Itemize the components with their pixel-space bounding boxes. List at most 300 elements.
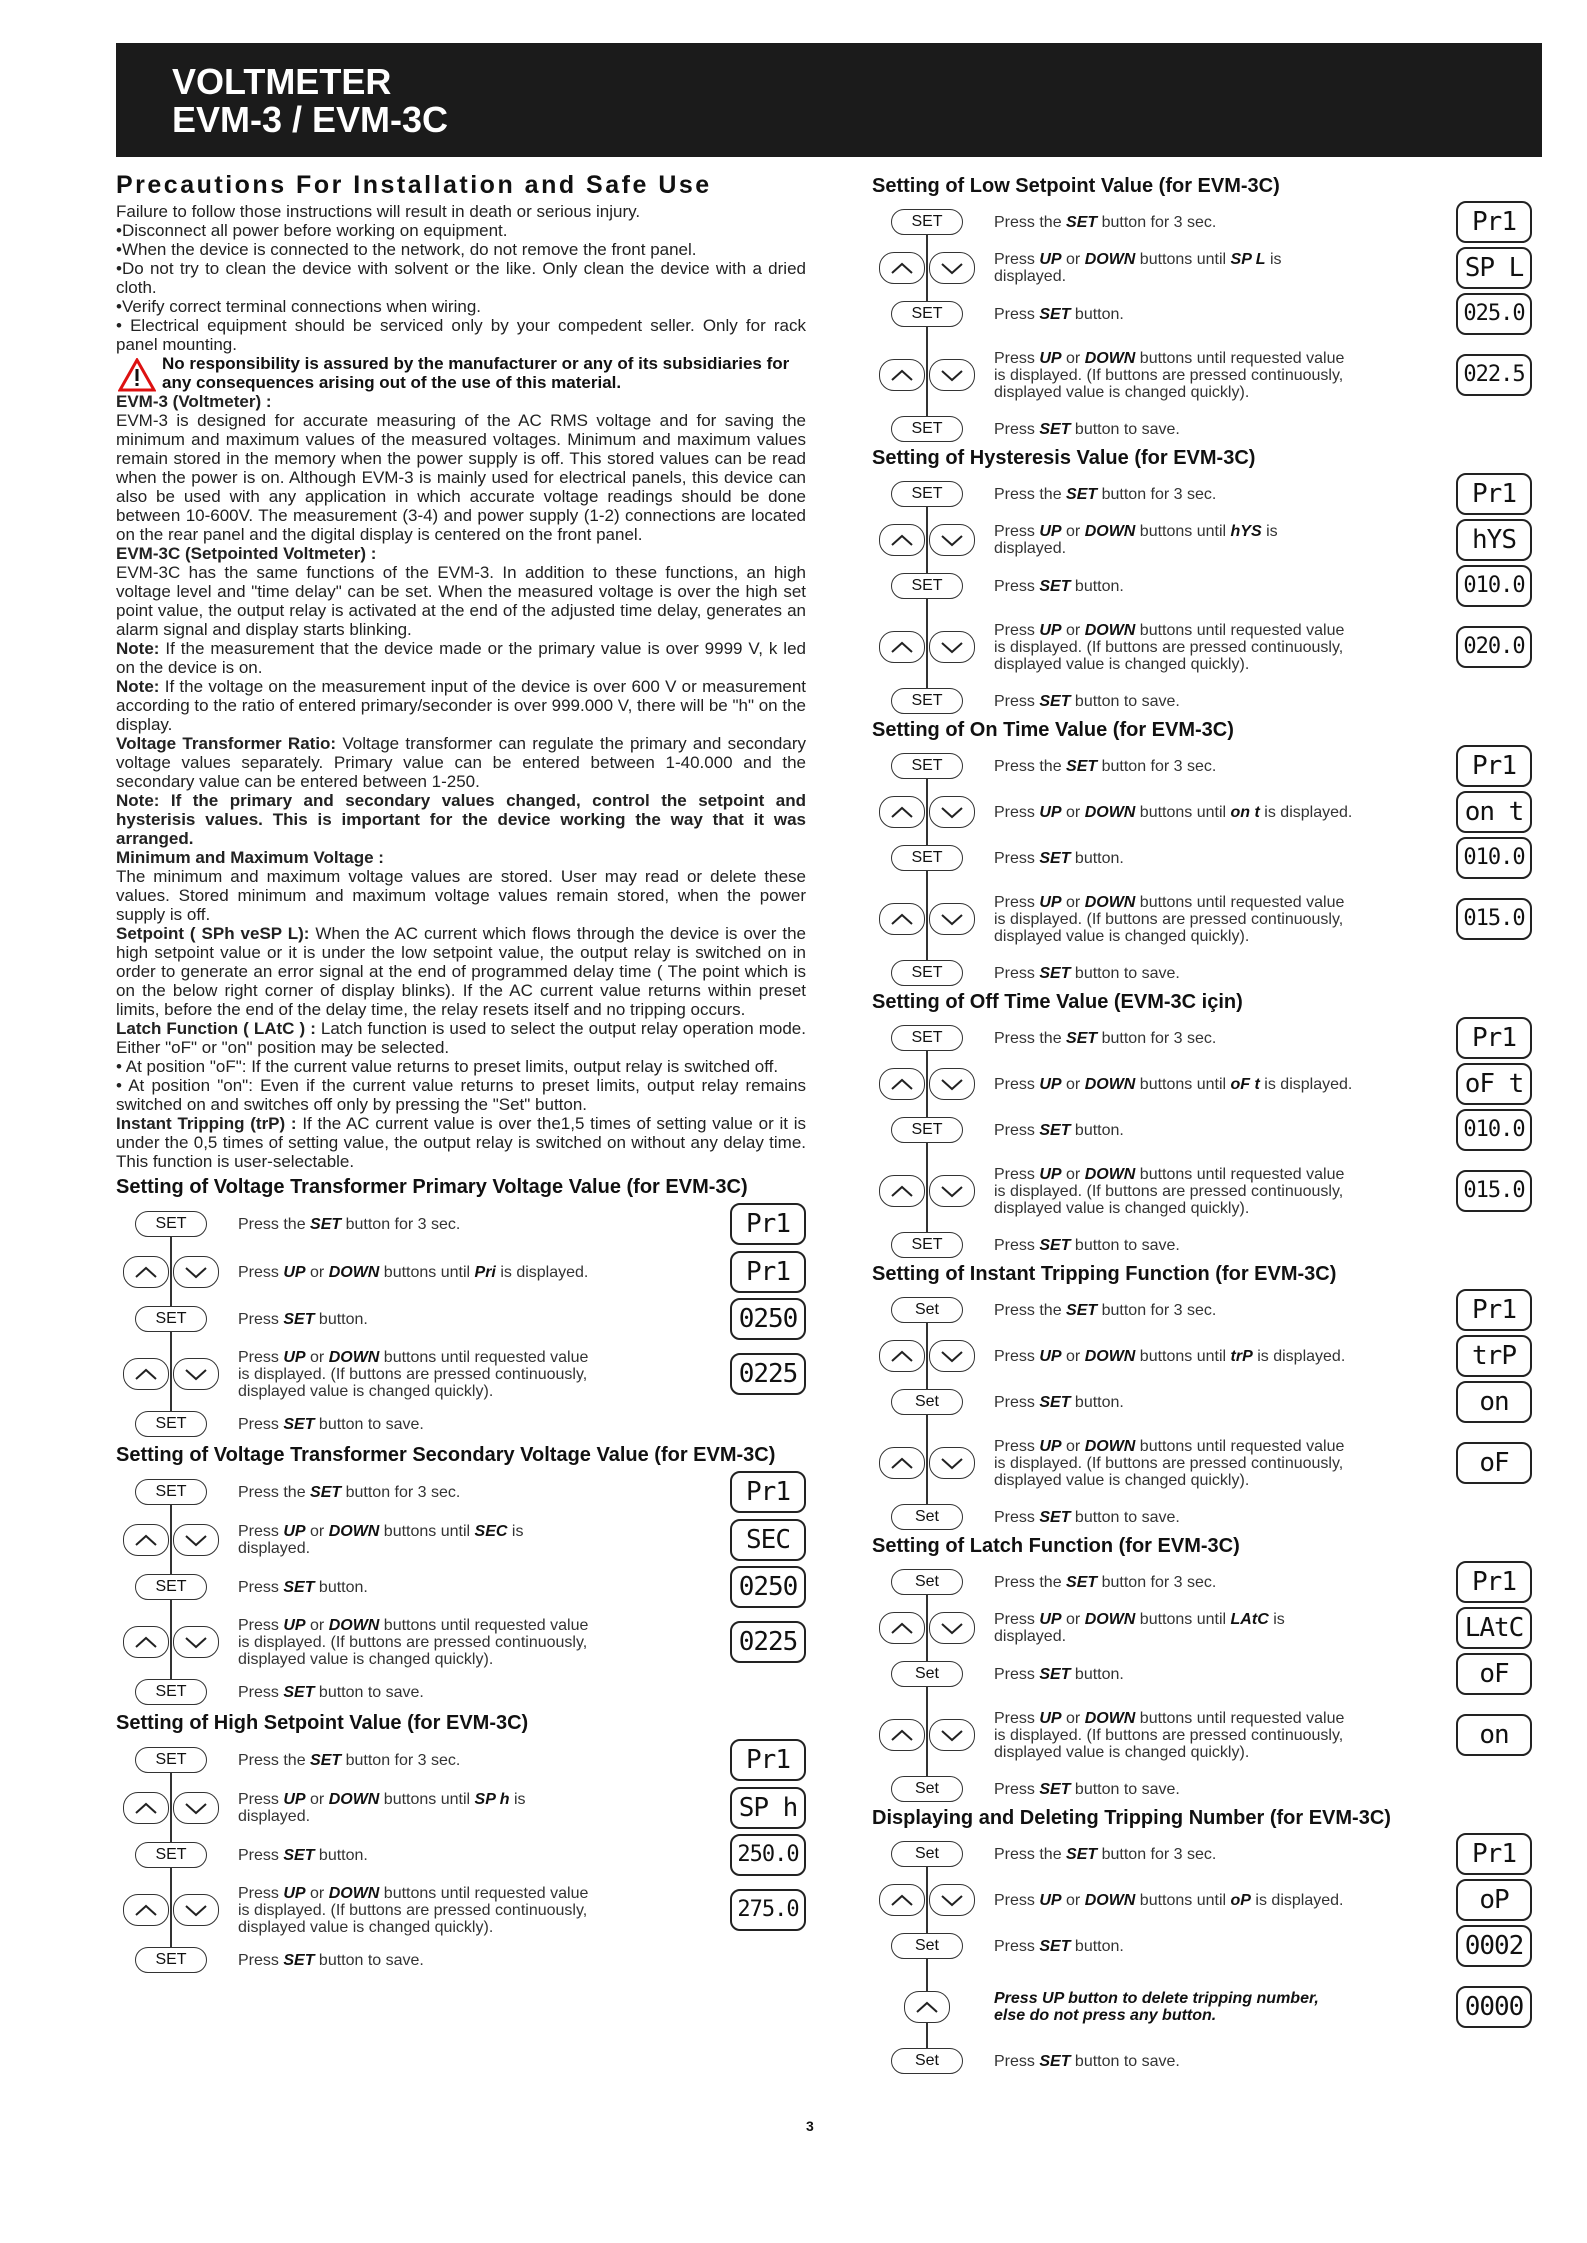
- procedure-step: [872, 294, 1532, 334]
- note-text: If the voltage on the measurement input of the device is over 600 V or measurement according to the ratio of entered primary/seconder is over 999.000 V, there will be "h" on the display.: [116, 677, 806, 734]
- step-text: button.: [1070, 577, 1124, 595]
- procedure-step: [872, 746, 1532, 786]
- chevron-up-icon: [886, 1891, 918, 1910]
- step-instruction: [982, 1892, 1354, 1909]
- header-title: VOLTMETER: [172, 61, 392, 102]
- trip-paragraph: [116, 1114, 806, 1171]
- display-readout: Pr1: [1456, 1561, 1532, 1603]
- step-text: button to save.: [314, 1951, 424, 1969]
- step-text: button to save.: [1070, 964, 1180, 982]
- step-key: Pri: [474, 1263, 496, 1281]
- chevron-up-icon: [130, 1365, 162, 1384]
- down-button[interactable]: [173, 1792, 219, 1824]
- step-text: button for 3 sec.: [1097, 1573, 1217, 1591]
- step-instruction: [982, 421, 1354, 438]
- step-text: buttons until requested value is displayed. (If buttons are pressed continuously, displayed value is changed quickly).: [994, 1709, 1345, 1761]
- step-key: SET: [1066, 485, 1098, 503]
- step-text: Press the: [994, 1845, 1067, 1863]
- step-buttons: [872, 524, 982, 556]
- up-button[interactable]: [879, 1884, 925, 1916]
- step-key: UP: [283, 1884, 306, 1902]
- step-text: Press: [238, 1884, 284, 1902]
- up-button[interactable]: [123, 1358, 169, 1390]
- step-key: UP: [1039, 621, 1062, 639]
- step-buttons: [872, 753, 982, 779]
- set-button[interactable]: SET: [891, 1232, 963, 1258]
- step-instruction: [982, 1122, 1354, 1139]
- step-instruction: [982, 758, 1354, 775]
- step-text: or: [305, 1884, 329, 1902]
- down-button[interactable]: [929, 1340, 975, 1372]
- set-button[interactable]: SET: [135, 1211, 207, 1237]
- display-readout: oF: [1456, 1442, 1532, 1484]
- step-text: button.: [1070, 305, 1124, 323]
- step-text: button.: [314, 1578, 368, 1596]
- step-key: UP: [1039, 523, 1062, 540]
- chevron-down-icon: [936, 803, 968, 822]
- step-buttons: [872, 416, 982, 442]
- step-text: is displayed.: [1250, 1891, 1344, 1909]
- set-button[interactable]: SET: [891, 688, 963, 714]
- step-key: SET: [283, 1578, 315, 1596]
- minmax-text: The minimum and maximum voltage values are stored. User may read or delete these values. Stored minimum and maximum voltage values remain stored, when the power supply is off.: [116, 867, 806, 924]
- chevron-down-icon: [936, 366, 968, 385]
- set-button[interactable]: Set: [891, 1569, 963, 1595]
- step-text: button for 3 sec.: [1097, 213, 1217, 231]
- step-key: SET: [1039, 2052, 1071, 2070]
- procedure-title: Setting of Voltage Transformer Secondary Voltage Value (for EVM-3C): [116, 1444, 776, 1466]
- chevron-up-icon: [130, 1531, 162, 1550]
- step-text: buttons until: [1135, 1891, 1231, 1909]
- primary-secondary-note: Note: If the primary and secondary values changed, control the setpoint and hysterisis values. This is important for the device working the way that it was arranged.: [116, 791, 806, 848]
- step-buttons: [872, 1389, 982, 1415]
- step-key: SP h: [474, 1791, 510, 1808]
- step-instruction: [982, 1302, 1354, 1319]
- display-readout: on t: [1456, 791, 1532, 833]
- step-text: or: [1061, 1165, 1085, 1183]
- procedure-steps: [872, 746, 1532, 986]
- step-text: button.: [1070, 1665, 1124, 1683]
- chevron-down-icon: [936, 638, 968, 657]
- set-button[interactable]: SET: [135, 1479, 207, 1505]
- step-text: Press: [994, 1508, 1040, 1526]
- step-buttons: [872, 1340, 982, 1372]
- step-text: Press: [994, 420, 1040, 438]
- chevron-up-icon: [130, 1633, 162, 1652]
- step-text: buttons until: [1135, 1347, 1231, 1365]
- step-key: UP: [283, 1616, 306, 1634]
- step-instruction: [982, 486, 1354, 503]
- display-readout: 275.0: [730, 1889, 806, 1931]
- set-button[interactable]: SET: [135, 1747, 207, 1773]
- step-key: DOWN: [328, 1348, 380, 1366]
- procedure-title: Setting of Instant Tripping Function (for EVM-3C): [872, 1263, 1337, 1285]
- display-readout: Pr1: [1456, 745, 1532, 787]
- chevron-up-icon: [886, 1182, 918, 1201]
- step-key: SEC: [474, 1523, 508, 1540]
- up-button[interactable]: [123, 1626, 169, 1658]
- chevron-down-icon: [936, 1075, 968, 1094]
- set-button[interactable]: SET: [891, 209, 963, 235]
- down-button[interactable]: [929, 1719, 975, 1751]
- step-instruction: [982, 1990, 1354, 2024]
- latch-bullet: • At position "oF": If the current value returns to preset limits, output relay is switched off.: [116, 1057, 779, 1076]
- set-button[interactable]: SET: [891, 573, 963, 599]
- step-instruction: [982, 1076, 1354, 1093]
- step-buttons: [872, 1776, 982, 1802]
- chevron-up-icon: [886, 1454, 918, 1473]
- procedure-title: Setting of Voltage Transformer Primary Voltage Value (for EVM-3C): [116, 1176, 748, 1198]
- set-button[interactable]: Set: [891, 1504, 963, 1530]
- step-text: or: [1061, 1075, 1085, 1093]
- set-button[interactable]: SET: [135, 1411, 207, 1437]
- step-key: SET: [310, 1751, 342, 1769]
- step-buttons: [116, 1358, 226, 1390]
- step-buttons: [872, 573, 982, 599]
- display-readout: 0225: [730, 1353, 806, 1395]
- step-text: Press the: [994, 1573, 1067, 1591]
- procedure-step: [116, 1835, 806, 1875]
- up-button[interactable]: [123, 1256, 169, 1288]
- procedure-step: [872, 1058, 1532, 1110]
- step-instruction: [226, 1311, 598, 1328]
- step-key: SET: [1066, 213, 1098, 231]
- display-readout: Pr1: [1456, 1017, 1532, 1059]
- down-button[interactable]: [929, 1068, 975, 1100]
- step-text: button for 3 sec.: [341, 1483, 461, 1501]
- procedure-step: [116, 1875, 806, 1945]
- set-button[interactable]: SET: [135, 1947, 207, 1973]
- down-button[interactable]: [173, 1626, 219, 1658]
- step-text: buttons until requested value is displayed. (If buttons are pressed continuously, displayed value is changed quickly).: [238, 1348, 589, 1400]
- step-key: SET: [1066, 1301, 1098, 1319]
- set-button[interactable]: SET: [135, 1842, 207, 1868]
- display-readout: oF: [1456, 1653, 1532, 1695]
- set-button[interactable]: SET: [891, 753, 963, 779]
- step-text: buttons until: [1135, 803, 1231, 821]
- step-text: Press: [994, 1611, 1040, 1628]
- chevron-down-icon: [936, 1347, 968, 1366]
- step-text: buttons until requested value is displayed. (If buttons are pressed continuously, displayed value is changed quickly).: [238, 1616, 589, 1668]
- step-text: button.: [1070, 1121, 1124, 1139]
- step-key: SET: [283, 1683, 315, 1701]
- procedure-step: [872, 242, 1532, 294]
- display-readout: 010.0: [1456, 565, 1532, 607]
- step-text: Press the: [994, 485, 1067, 503]
- procedure-step: [872, 1422, 1532, 1504]
- step-instruction: [982, 2053, 1354, 2070]
- step-instruction: [982, 1394, 1354, 1411]
- set-button[interactable]: Set: [891, 2048, 963, 2074]
- precautions-title: Precautions For Installation and Safe Use: [116, 171, 712, 199]
- chevron-down-icon: [180, 1263, 212, 1282]
- step-buttons: [872, 1933, 982, 1959]
- up-button[interactable]: [123, 1894, 169, 1926]
- up-button[interactable]: [879, 903, 925, 935]
- step-text: button to save.: [1070, 1236, 1180, 1254]
- up-button[interactable]: [879, 524, 925, 556]
- step-buttons: [872, 903, 982, 935]
- chevron-up-icon: [911, 1998, 943, 2017]
- up-button[interactable]: [879, 1447, 925, 1479]
- step-text: buttons until requested value is displayed. (If buttons are pressed continuously, displayed value is changed quickly).: [994, 1165, 1345, 1217]
- right-procedures: [872, 174, 1532, 2074]
- down-button[interactable]: [929, 631, 975, 663]
- step-text: is displayed.: [994, 1611, 1285, 1645]
- set-button[interactable]: Set: [891, 1661, 963, 1687]
- step-buttons: [116, 1306, 226, 1332]
- step-buttons: [116, 1842, 226, 1868]
- step-key: DOWN: [1084, 893, 1136, 911]
- step-text: Press the: [238, 1215, 311, 1233]
- set-button[interactable]: SET: [891, 1117, 963, 1143]
- left-procedures: [116, 1175, 806, 1975]
- step-buttons: [872, 1068, 982, 1100]
- step-instruction: [226, 1349, 598, 1400]
- step-instruction: [982, 1846, 1354, 1863]
- display-readout: LAtC: [1456, 1607, 1532, 1649]
- step-instruction: [982, 306, 1354, 323]
- chevron-down-icon: [936, 1454, 968, 1473]
- step-instruction: [982, 350, 1354, 401]
- display-readout: SP L: [1456, 247, 1532, 289]
- procedure-step: [872, 566, 1532, 606]
- step-buttons: [116, 1792, 226, 1824]
- step-text: Press: [238, 1523, 284, 1540]
- step-instruction: [982, 622, 1354, 673]
- latch-heading: Latch Function ( LAtC ) :: [116, 1019, 316, 1038]
- up-button[interactable]: [879, 1175, 925, 1207]
- evm3-text: EVM-3 is designed for accurate measuring of the AC RMS voltage and for saving the minimum and maximum values of the measured voltages. Minimum and maximum values remain stored in the memory when the power supply is off. This stored values can be read when the power is on. Although EVM-3 is mainly used for electrical panels, this device can also be used with any application in which accurate voltage readings should be done between 10-600V. The measurement (3-4) and power supply (1-2) connections are located on the rear panel and the digital display is centered on the front panel.: [116, 411, 806, 544]
- step-key: DOWN: [1084, 1165, 1136, 1183]
- procedure-title: Setting of On Time Value (for EVM-3C): [872, 719, 1234, 741]
- set-button[interactable]: SET: [891, 845, 963, 871]
- up-button[interactable]: [904, 1991, 950, 2023]
- step-text: buttons until: [1135, 1075, 1231, 1093]
- procedure-title: Displaying and Deleting Tripping Number (for EVM-3C): [872, 1807, 1391, 1829]
- up-button[interactable]: [879, 1612, 925, 1644]
- step-buttons: [116, 1524, 226, 1556]
- page-number: 3: [806, 2118, 814, 2134]
- step-buttons: [116, 1947, 226, 1973]
- step-text: button to save.: [1070, 1508, 1180, 1526]
- step-instruction: [982, 850, 1354, 867]
- procedure-title: Setting of Off Time Value (EVM-3C için): [872, 991, 1243, 1013]
- chevron-down-icon: [936, 1726, 968, 1745]
- up-button[interactable]: [879, 1068, 925, 1100]
- step-text: Press: [238, 1951, 284, 1969]
- step-buttons: [872, 1612, 982, 1644]
- up-button[interactable]: [879, 1719, 925, 1751]
- step-key: DOWN: [1084, 803, 1136, 821]
- up-button[interactable]: [123, 1792, 169, 1824]
- step-text: buttons until: [379, 1523, 475, 1540]
- down-button[interactable]: [929, 903, 975, 935]
- down-button[interactable]: [929, 359, 975, 391]
- step-text: Press: [994, 305, 1040, 323]
- step-text: Press: [238, 1310, 284, 1328]
- down-button[interactable]: [173, 1358, 219, 1390]
- down-button[interactable]: [929, 252, 975, 284]
- procedure-step: [872, 1290, 1532, 1330]
- warning-note: [116, 354, 806, 392]
- procedure-step: [116, 1607, 806, 1677]
- display-readout: SP h: [730, 1787, 806, 1829]
- step-text: Press: [994, 1121, 1040, 1139]
- step-key: SET: [283, 1415, 315, 1433]
- step-buttons: [872, 301, 982, 327]
- down-button[interactable]: [929, 1175, 975, 1207]
- procedure-step: [872, 1834, 1532, 1874]
- display-readout: 015.0: [1456, 898, 1532, 940]
- procedure-steps: [872, 474, 1532, 714]
- display-readout: 020.0: [1456, 626, 1532, 668]
- step-buttons: [872, 631, 982, 663]
- step-instruction: [226, 1264, 598, 1281]
- step-text: Press: [994, 1937, 1040, 1955]
- step-key: UP: [283, 1263, 306, 1281]
- step-buttons: [872, 1661, 982, 1687]
- set-button[interactable]: SET: [891, 301, 963, 327]
- set-button[interactable]: SET: [891, 960, 963, 986]
- step-key: trP: [1230, 1347, 1253, 1365]
- set-button[interactable]: SET: [891, 1025, 963, 1051]
- up-button[interactable]: [879, 359, 925, 391]
- step-text: is displayed.: [238, 1523, 524, 1557]
- step-key: SET: [1039, 1236, 1071, 1254]
- note-label: Note:: [116, 677, 160, 696]
- step-text: is displayed.: [1252, 1347, 1346, 1365]
- procedure-steps: [116, 1203, 806, 1439]
- down-button[interactable]: [929, 1447, 975, 1479]
- step-instruction: [226, 1579, 598, 1596]
- procedure-step: [872, 1562, 1532, 1602]
- procedure-title: Setting of Latch Function (for EVM-3C): [872, 1535, 1240, 1557]
- minmax-heading: Minimum and Maximum Voltage :: [116, 848, 384, 867]
- step-text: button.: [314, 1310, 368, 1328]
- step-text: or: [1061, 1891, 1085, 1909]
- procedure-step: [872, 416, 1532, 442]
- step-text: or: [305, 1616, 329, 1634]
- step-text: Press the: [994, 1301, 1067, 1319]
- set-button[interactable]: Set: [891, 1389, 963, 1415]
- display-readout: 025.0: [1456, 293, 1532, 335]
- set-button[interactable]: SET: [135, 1306, 207, 1332]
- procedure-step: [872, 786, 1532, 838]
- down-button[interactable]: [929, 796, 975, 828]
- set-button[interactable]: Set: [891, 1841, 963, 1867]
- step-buttons: [872, 1232, 982, 1258]
- step-instruction: [982, 1574, 1354, 1591]
- procedure-steps: [116, 1471, 806, 1707]
- up-button[interactable]: [879, 796, 925, 828]
- step-key: DOWN: [1084, 1075, 1136, 1093]
- step-key: SET: [283, 1846, 315, 1864]
- display-readout: 015.0: [1456, 1170, 1532, 1212]
- step-buttons: [872, 688, 982, 714]
- up-button[interactable]: [879, 252, 925, 284]
- procedure-step: [872, 474, 1532, 514]
- procedure-step: [116, 1299, 806, 1339]
- chevron-up-icon: [130, 1901, 162, 1920]
- chevron-up-icon: [886, 1619, 918, 1638]
- down-button[interactable]: [173, 1256, 219, 1288]
- step-key: UP: [283, 1791, 306, 1808]
- step-text: buttons until: [1135, 1611, 1231, 1628]
- procedure-step: [872, 514, 1532, 566]
- down-button[interactable]: [929, 1884, 975, 1916]
- set-button[interactable]: Set: [891, 1297, 963, 1323]
- step-text: button to save.: [314, 1415, 424, 1433]
- step-text: or: [1061, 893, 1085, 911]
- step-text: button to save.: [1070, 1780, 1180, 1798]
- step-buttons: [116, 1256, 226, 1288]
- step-key: SET: [1039, 577, 1071, 595]
- up-button[interactable]: [879, 631, 925, 663]
- step-text: Press: [994, 1780, 1040, 1798]
- display-readout: oF t: [1456, 1063, 1532, 1105]
- step-text: Press: [238, 1263, 284, 1281]
- set-button[interactable]: SET: [135, 1679, 207, 1705]
- set-button[interactable]: SET: [135, 1574, 207, 1600]
- step-key: DOWN: [1084, 1891, 1136, 1909]
- step-key: UP: [1039, 1709, 1062, 1727]
- latch-text: Latch function is used to select the output relay operation mode. Either "oF" or "on" position may be selected.: [116, 1019, 806, 1057]
- set-button[interactable]: Set: [891, 1933, 963, 1959]
- step-buttons: [872, 960, 982, 986]
- step-instruction: [226, 1952, 598, 1969]
- display-readout: 0250: [730, 1298, 806, 1340]
- down-button[interactable]: [173, 1524, 219, 1556]
- step-instruction: [226, 1752, 598, 1769]
- up-button[interactable]: [123, 1524, 169, 1556]
- step-key: SET: [310, 1483, 342, 1501]
- procedure-step: [116, 1245, 806, 1299]
- procedure-steps: [116, 1739, 806, 1975]
- set-button[interactable]: Set: [891, 1776, 963, 1802]
- set-button[interactable]: SET: [891, 481, 963, 507]
- step-text: buttons until requested value is displayed. (If buttons are pressed continuously, displayed value is changed quickly).: [994, 349, 1345, 401]
- header-models: EVM-3 / EVM-3C: [172, 99, 449, 140]
- down-button[interactable]: [929, 524, 975, 556]
- procedure-title: Setting of Hysteresis Value (for EVM-3C): [872, 447, 1256, 469]
- procedure-section: [116, 1443, 806, 1707]
- procedure-step: [872, 202, 1532, 242]
- step-text: or: [305, 1791, 329, 1808]
- step-buttons: [872, 1841, 982, 1867]
- procedure-step: [116, 1339, 806, 1409]
- step-instruction: [226, 1885, 598, 1936]
- procedure-step: [872, 960, 1532, 986]
- procedure-step: [116, 1513, 806, 1567]
- up-button[interactable]: [879, 1340, 925, 1372]
- step-text: button for 3 sec.: [1097, 1845, 1217, 1863]
- step-key: UP: [1039, 251, 1062, 268]
- down-button[interactable]: [173, 1894, 219, 1926]
- down-button[interactable]: [929, 1612, 975, 1644]
- step-instruction: [982, 578, 1354, 595]
- step-instruction: [982, 523, 1354, 557]
- step-instruction: [226, 1484, 598, 1501]
- step-text: is displayed.: [1259, 803, 1353, 821]
- step-buttons: [872, 1991, 982, 2023]
- step-instruction: [982, 1611, 1354, 1645]
- set-button[interactable]: SET: [891, 416, 963, 442]
- precaution-text: • Electrical equipment should be serviced only by your compedent seller. Only for rack panel mounting.: [116, 316, 806, 354]
- latch-bullet: • At position "on": Even if the current value returns to preset limits, output relay remains switched on and switches off only by pressing the "Set" button.: [116, 1076, 806, 1114]
- display-readout: SEC: [730, 1519, 806, 1561]
- step-buttons: [872, 1297, 982, 1323]
